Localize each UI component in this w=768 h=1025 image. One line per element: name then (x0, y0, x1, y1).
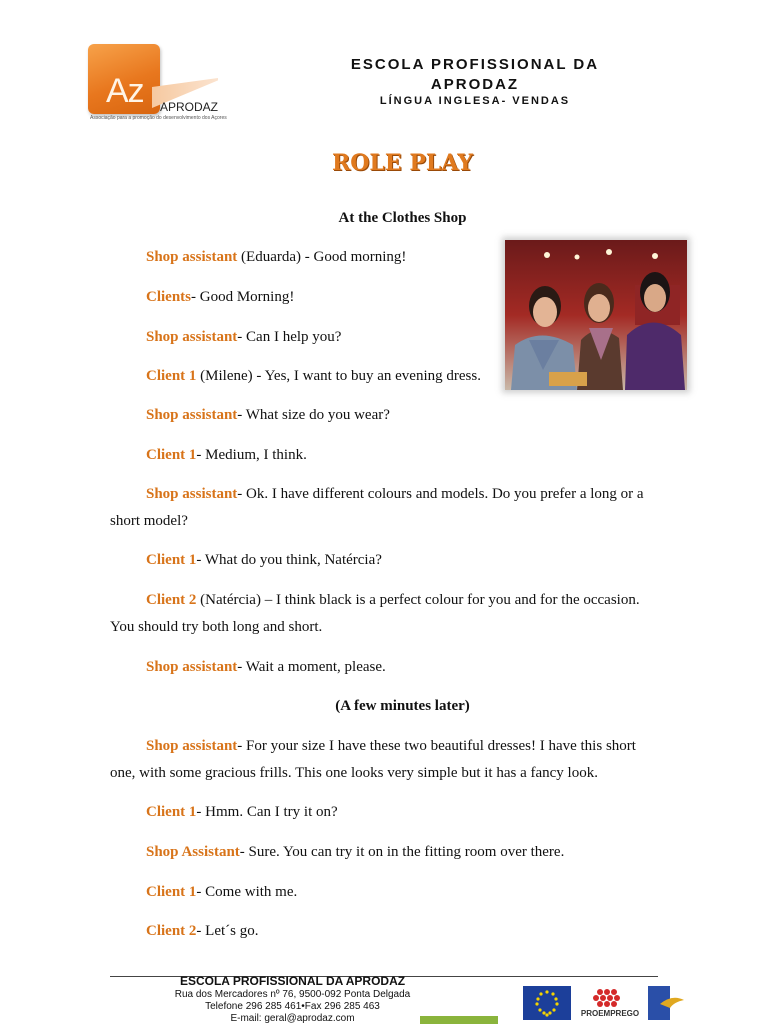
logo-letters: Az (106, 72, 144, 110)
dialogue-text: - What size do you wear? (237, 407, 390, 423)
logo-name: APRODAZ (160, 100, 219, 114)
footer-title: ESCOLA PROFISSIONAL DA APRODAZ (179, 974, 406, 988)
proemprego-logo (580, 986, 640, 1020)
dialogue-text: - Sure. You can try it on in the fitting room over there. (239, 844, 565, 860)
dialogue-line (110, 839, 660, 866)
footer-phone: Telefone 296 285 461•Fax 296 285 463 (205, 1001, 380, 1012)
speaker-label: Client 1 (146, 368, 197, 384)
dialogue-line (110, 879, 660, 906)
page-title: ROLE PLAY (331, 150, 474, 176)
dialogue-line (110, 324, 660, 351)
dialogue-text: - Good Morning! (191, 289, 295, 305)
azores-flag-icon (648, 986, 693, 1020)
school-title-line1: ESCOLA PROFISSIONAL DA (350, 56, 600, 73)
logo-tagline: Associação para a promoção do desenvolvimento dos Açores (90, 115, 227, 121)
dialogue-text: (Natércia) – I think black is a perfect colour for you and for the occasion. You should try both long and short. (110, 592, 640, 635)
dialogue-line (110, 363, 660, 390)
dialogue-line (110, 733, 660, 787)
footer-address: Rua dos Mercadores nº 76, 9500-092 Ponta Delgada (174, 989, 411, 1000)
speaker-label: Client 2 (146, 592, 197, 608)
speaker-label: Shop assistant (146, 486, 238, 502)
dialogue-line (110, 799, 660, 826)
dialogue-line (110, 284, 660, 311)
speaker-label: Shop assistant (146, 329, 238, 345)
speaker-label: Clients (146, 289, 191, 305)
speaker-label: Shop Assistant (146, 844, 240, 860)
dialogue-text: - Come with me. (196, 884, 298, 900)
dialogue-line (110, 481, 660, 535)
speaker-label: Shop assistant (146, 738, 238, 754)
speaker-label: Client 1 (146, 552, 197, 568)
school-title (300, 55, 650, 95)
eu-flag-icon (523, 986, 571, 1020)
scene-subtitle: At the Clothes Shop (338, 210, 467, 226)
speaker-label: Client 1 (146, 447, 197, 463)
dialogue-text: - For your size I have these two beautiful dresses! I have this short one, with some gracious frills. This one looks very simple but it has a fancy look. (110, 738, 636, 781)
speaker-label: Shop assistant (146, 659, 238, 675)
dialogue-line (110, 547, 660, 574)
aprodaz-logo (88, 44, 248, 124)
dialogue-line (110, 918, 660, 945)
proemprego-label: PROEMPREGO (580, 1009, 640, 1018)
dialogue-line (110, 244, 660, 271)
subject-line: LÍNGUA INGLESA- VENDAS (379, 95, 571, 107)
dialogue-line (110, 654, 660, 681)
dialogue-text: (Eduarda) - Good morning! (237, 249, 407, 265)
footer-email: E-mail: geral@aprodaz.com (230, 1013, 355, 1024)
speaker-label: Client 1 (146, 804, 197, 820)
dialogue-text: - Medium, I think. (196, 447, 307, 463)
school-title-line2: APRODAZ (430, 76, 520, 93)
eu-stars-icon (523, 986, 571, 1020)
speaker-label: Client 2 (146, 923, 197, 939)
partner-logo-green (420, 1016, 498, 1024)
speaker-label: Client 1 (146, 884, 197, 900)
dialogue-line (110, 402, 660, 429)
dialogue-text: - Hmm. Can I try it on? (196, 804, 338, 820)
dialogue-line (110, 442, 660, 469)
speaker-label: Shop assistant (146, 407, 238, 423)
dialogue-text: - Let´s go. (196, 923, 259, 939)
speaker-label: Shop assistant (146, 249, 238, 265)
dialogue-text: - Ok. I have different colours and models. Do you prefer a long or a short model? (110, 486, 644, 529)
dialogue-text: (Milene) - Yes, I want to buy an evening dress. (196, 368, 481, 384)
azores-emblem-icon (648, 986, 693, 1020)
dialogue-line (110, 587, 660, 641)
dialogue-text: - What do you think, Natércia? (196, 552, 382, 568)
dialogue-text: - Wait a moment, please. (237, 659, 386, 675)
dialogue-text: - Can I help you? (237, 329, 342, 345)
stage-direction: (A few minutes later) (335, 698, 470, 714)
